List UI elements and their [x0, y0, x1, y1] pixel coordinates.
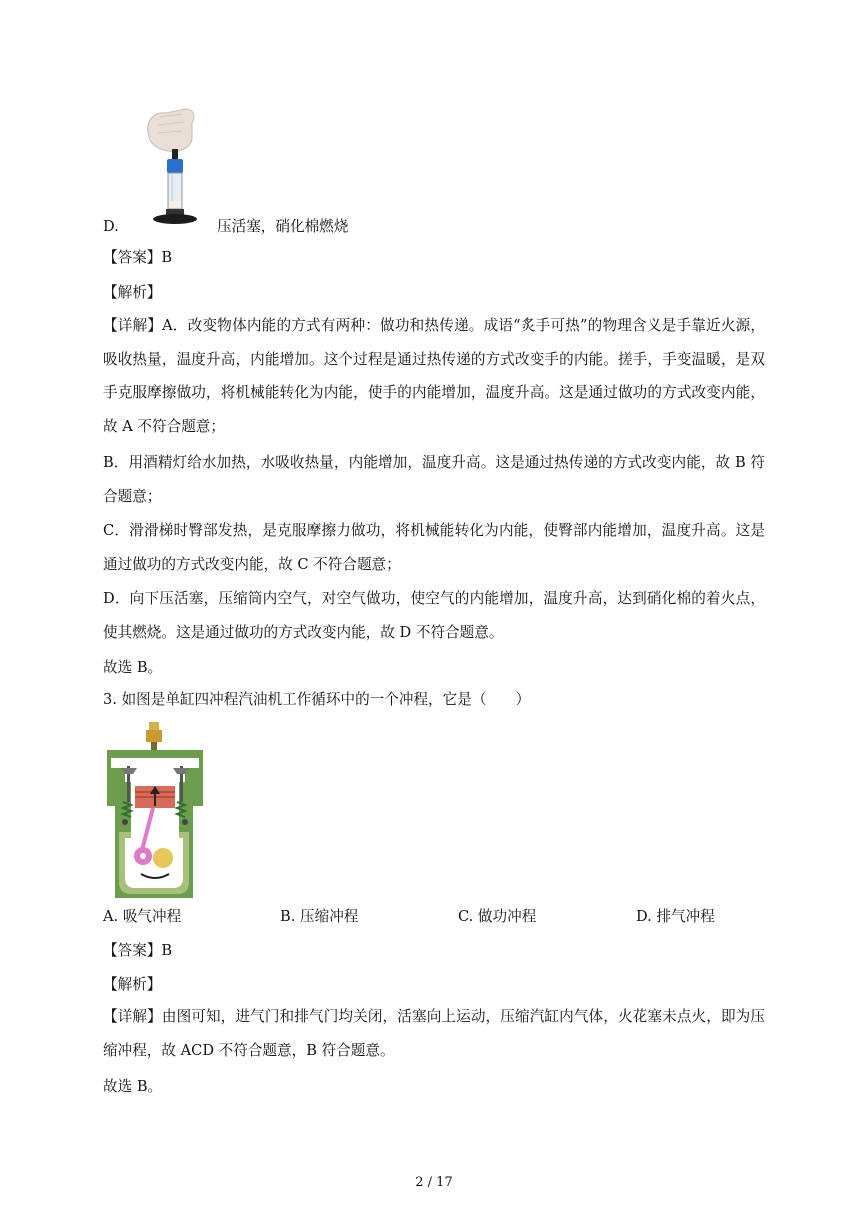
detail-a-paragraph: 【详解】A．改变物体内能的方式有两种：做功和热传递。成语“炙手可热”的物理含义是手靠近火源，吸收热量，温度升高，内能增加。这个过程是通过热传递的方式改变手的内能。搓手，手变温暖，是双手克服摩擦做功，将机械能转化为内能，使手的内能增加，温度升高。这是通过做功的方式改变内能，故 A 不符合题意；	[103, 317, 765, 435]
detail-d-paragraph: D．向下压活塞，压缩筒内空气，对空气做功，使空气的内能增加，温度升高，达到硝化棉的着火点，使其燃烧。这是通过做功的方式改变内能，故 D 不符合题意。	[103, 590, 765, 641]
analysis-label-3: 【解析】	[103, 976, 162, 993]
analysis-label: 【解析】	[103, 284, 162, 301]
option-c: C. 做功冲程	[458, 908, 537, 925]
choose-line: 故选 B。	[103, 659, 163, 676]
choose-line-3: 故选 B。	[103, 1078, 163, 1095]
answer-label-3: 【答案】B	[103, 942, 173, 959]
option-d: D. 排气冲程	[636, 908, 715, 925]
engine-stroke-figure	[101, 722, 209, 898]
detail-c-paragraph: C．滑滑梯时臀部发热，是克服摩擦力做功，将机械能转化为内能，使臀部内能增加，温度升高。这是通过做功的方式改变内能，故 C 不符合题意；	[103, 522, 765, 573]
option-b: B. 压缩冲程	[280, 908, 359, 925]
option-d-letter: D.	[103, 218, 119, 235]
detail-b-paragraph: B．用酒精灯给水加热，水吸收热量，内能增加，温度升高。这是通过热传递的方式改变内能，故 B 符合题意；	[103, 454, 765, 505]
option-d-row	[103, 217, 119, 237]
question-3-text: 3. 如图是单缸四冲程汽油机工作循环中的一个冲程，它是（ ）	[103, 691, 531, 708]
answer-label: 【答案】B	[103, 249, 173, 266]
detail-3-paragraph: 【详解】由图可知，进气门和排气门均关闭，活塞向上运动，压缩汽缸内气体，火花塞未点火，即为压缩冲程，故 ACD 不符合题意，B 符合题意。	[103, 1008, 765, 1059]
option-a: A. 吸气冲程	[103, 908, 182, 925]
page-number: 2 / 17	[415, 1175, 453, 1190]
option-d-caption: 压活塞，硝化棉燃烧	[217, 218, 349, 235]
piston-tube-figure	[140, 105, 210, 233]
